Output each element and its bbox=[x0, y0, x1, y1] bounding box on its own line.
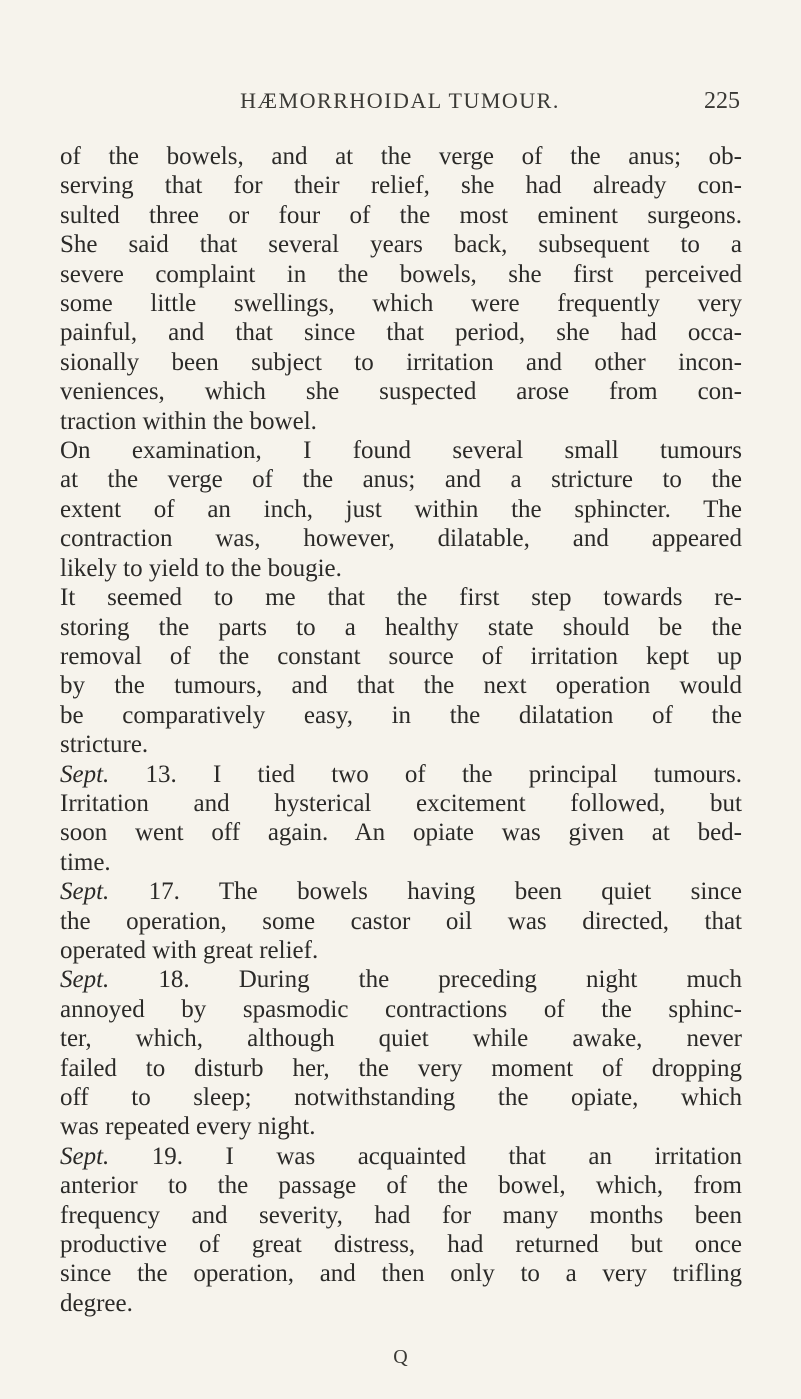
text-line bbox=[60, 289, 742, 318]
line-text: some little swellings, which were frequently very bbox=[60, 290, 742, 318]
text-line bbox=[60, 318, 742, 347]
text-line bbox=[60, 171, 742, 200]
text-line bbox=[60, 730, 742, 759]
text-line bbox=[60, 348, 742, 377]
text-line bbox=[60, 230, 742, 259]
entry-date: Sept. bbox=[60, 878, 110, 906]
body-text bbox=[60, 142, 742, 1318]
text-line bbox=[60, 848, 742, 877]
line-text: off to sleep; notwithstanding the opiate, which bbox=[60, 1084, 742, 1111]
text-line bbox=[60, 524, 742, 553]
line-text: was repeated every night. bbox=[60, 1113, 316, 1141]
paragraph bbox=[60, 760, 742, 878]
line-text: be comparatively easy, in the dilatation of the bbox=[60, 701, 742, 729]
line-text: likely to yield to the bougie. bbox=[60, 554, 342, 582]
text-line bbox=[60, 1201, 742, 1230]
line-text: removal of the constant source of irritation kept up bbox=[60, 642, 742, 670]
text-line bbox=[60, 671, 742, 700]
line-text: storing the parts to a healthy state should be the bbox=[60, 613, 742, 641]
line-text: 18. During the preceding night much bbox=[109, 966, 742, 994]
line-text: degree. bbox=[60, 1289, 133, 1317]
text-line bbox=[60, 701, 742, 730]
text-line bbox=[60, 760, 742, 789]
text-line bbox=[60, 1083, 742, 1112]
text-line bbox=[60, 1171, 742, 1200]
line-text: since the operation, and then only to a very trifling bbox=[60, 1260, 742, 1288]
line-text: serving that for their relief, she had already con- bbox=[60, 172, 742, 200]
entry-date: Sept. bbox=[60, 1142, 110, 1170]
paragraph bbox=[60, 436, 742, 583]
text-line bbox=[60, 436, 742, 465]
running-head: HÆMORRHOIDAL TUMOUR. bbox=[240, 88, 560, 113]
line-text: at the verge of the anus; and a stricture to the bbox=[60, 466, 742, 494]
line-text: failed to disturb her, the very moment of dropping bbox=[60, 1054, 742, 1082]
page-number: 225 bbox=[704, 88, 740, 114]
line-text: 19. I was acquainted that an irritation bbox=[109, 1142, 742, 1170]
line-text: soon went off again. An opiate was given at bed- bbox=[60, 819, 742, 847]
signature-mark: Q bbox=[393, 1346, 408, 1368]
line-text: of the bowels, and at the verge of the anus; ob- bbox=[60, 143, 742, 170]
line-text: It seemed to me that the first step towards re- bbox=[60, 584, 742, 612]
text-line bbox=[60, 407, 742, 436]
text-line bbox=[60, 818, 742, 847]
paragraph bbox=[60, 965, 742, 1141]
line-text: sionally been subject to irritation and other incon- bbox=[60, 348, 742, 376]
text-line bbox=[60, 260, 742, 289]
line-text: Irritation and hysterical excitement followed, but bbox=[60, 789, 742, 817]
text-line bbox=[60, 201, 742, 230]
line-text: traction within the bowel. bbox=[60, 407, 317, 435]
entry-date: Sept. bbox=[60, 760, 110, 788]
text-line bbox=[60, 1230, 742, 1259]
line-text: extent of an inch, just within the sphincter. The bbox=[60, 495, 742, 523]
line-text: operated with great relief. bbox=[60, 936, 319, 964]
text-line bbox=[60, 1024, 742, 1053]
line-text: frequency and severity, had for many months been bbox=[60, 1201, 742, 1229]
text-line bbox=[60, 495, 742, 524]
line-text: annoyed by spasmodic contractions of the sphinc- bbox=[60, 995, 742, 1023]
page-header bbox=[60, 88, 740, 122]
text-line bbox=[60, 1112, 742, 1141]
line-text: She said that several years back, subsequent to a bbox=[60, 231, 742, 259]
line-text: contraction was, however, dilatable, and appeared bbox=[60, 525, 742, 553]
text-line bbox=[60, 142, 742, 171]
text-line bbox=[60, 465, 742, 494]
line-text: 17. The bowels having been quiet since bbox=[109, 878, 742, 906]
line-text: time. bbox=[60, 848, 111, 876]
line-text: 13. I tied two of the principal tumours. bbox=[109, 760, 742, 788]
line-text: the operation, some castor oil was directed, that bbox=[60, 907, 742, 935]
text-line bbox=[60, 613, 742, 642]
text-line bbox=[60, 1054, 742, 1083]
text-line bbox=[60, 642, 742, 671]
text-line bbox=[60, 877, 742, 906]
text-line bbox=[60, 907, 742, 936]
paragraph bbox=[60, 142, 742, 436]
line-text: productive of great distress, had returned but once bbox=[60, 1231, 742, 1259]
text-line bbox=[60, 583, 742, 612]
text-line bbox=[60, 554, 742, 583]
entry-date: Sept. bbox=[60, 966, 110, 994]
line-text: On examination, I found several small tumours bbox=[60, 437, 742, 465]
line-text: ter, which, although quiet while awake, never bbox=[60, 1025, 742, 1053]
text-line bbox=[60, 936, 742, 965]
text-line bbox=[60, 1259, 742, 1288]
paragraph bbox=[60, 877, 742, 965]
line-text: anterior to the passage of the bowel, which, from bbox=[60, 1172, 742, 1200]
line-text: severe complaint in the bowels, she first perceived bbox=[60, 260, 742, 288]
paragraph bbox=[60, 583, 742, 759]
text-line bbox=[60, 1289, 742, 1318]
text-line bbox=[60, 1142, 742, 1171]
paragraph bbox=[60, 1142, 742, 1318]
text-line bbox=[60, 995, 742, 1024]
text-line bbox=[60, 789, 742, 818]
line-text: veniences, which she suspected arose from con- bbox=[60, 378, 742, 406]
line-text: painful, and that since that period, she had occa- bbox=[60, 319, 742, 347]
text-line bbox=[60, 377, 742, 406]
line-text: by the tumours, and that the next operation would bbox=[60, 672, 742, 700]
line-text: sulted three or four of the most eminent surgeons. bbox=[60, 201, 742, 229]
line-text: stricture. bbox=[60, 731, 149, 759]
text-line bbox=[60, 965, 742, 994]
